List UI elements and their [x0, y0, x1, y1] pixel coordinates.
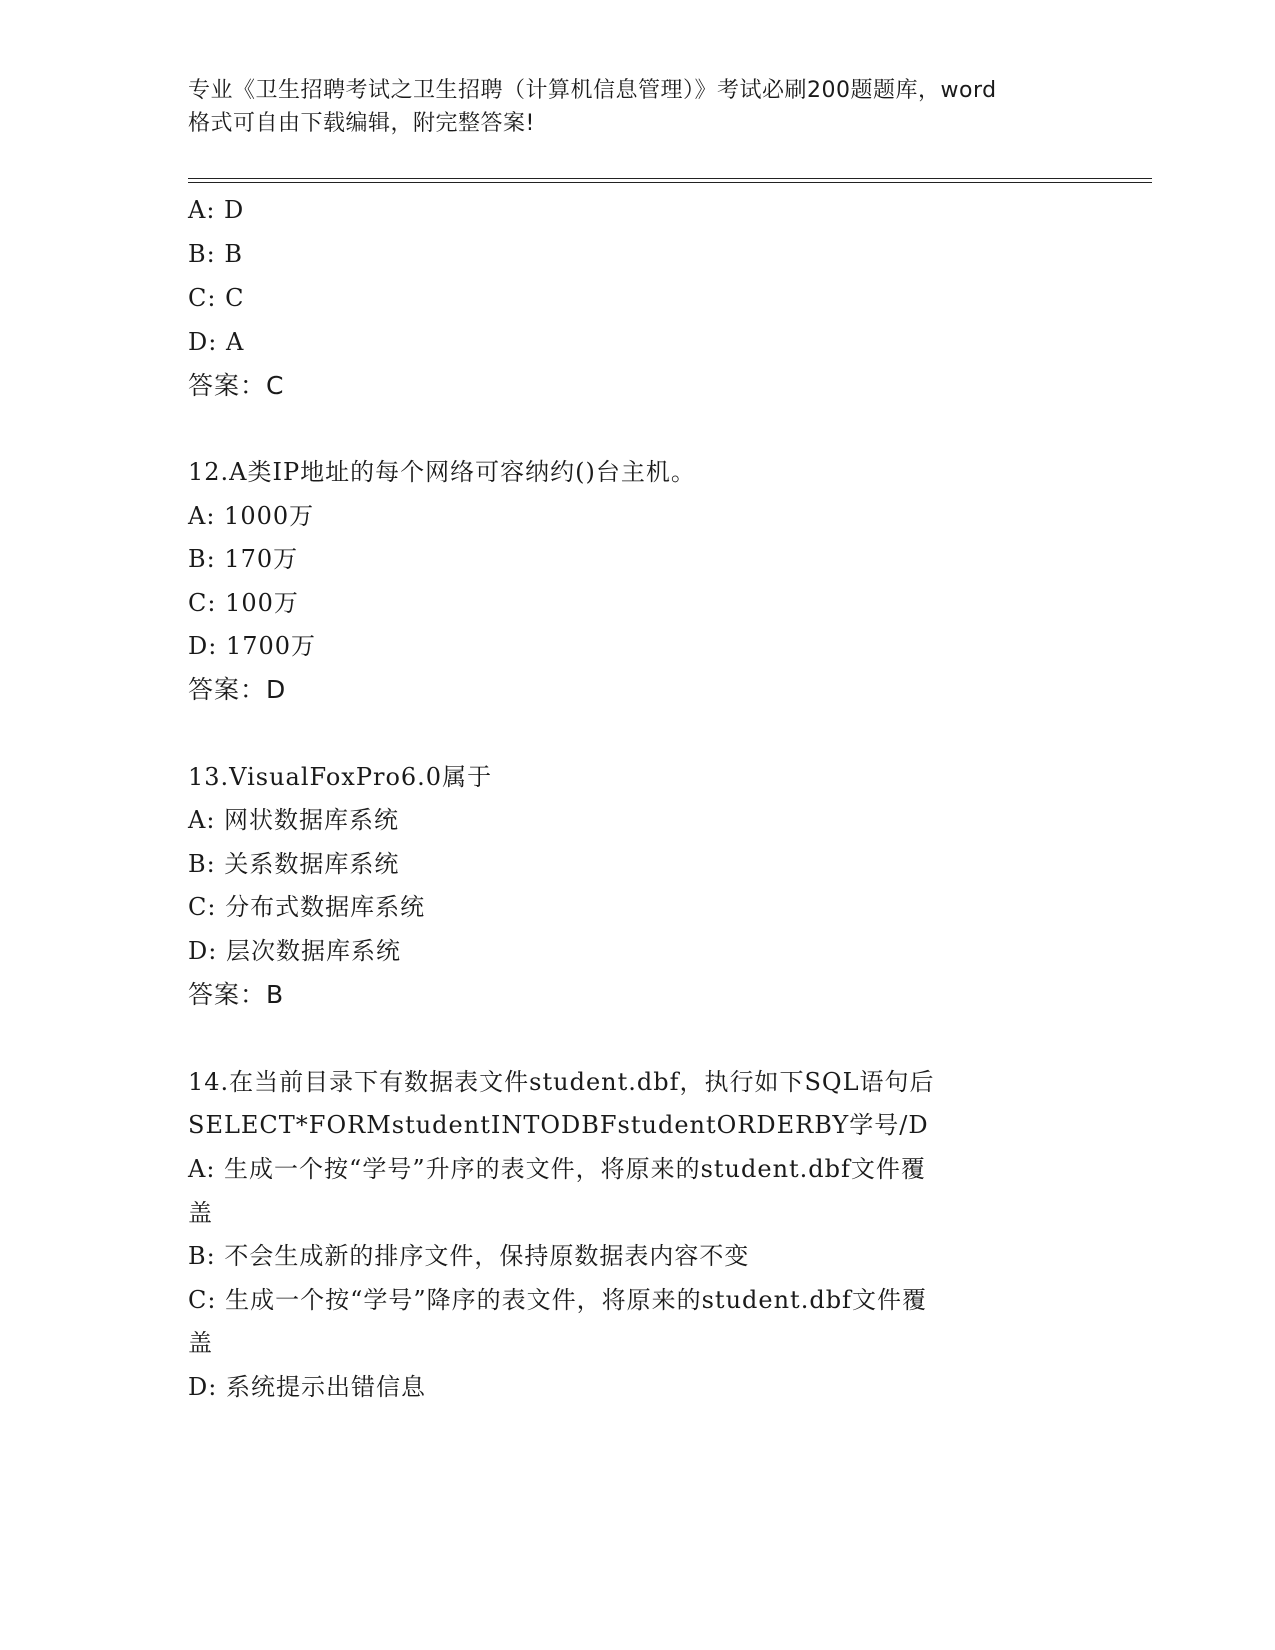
q13-option-d: D: 层次数据库系统: [188, 937, 401, 965]
q12-option-b: B: 170万: [188, 545, 299, 573]
q14-option-c-line-2: 盖: [188, 1329, 213, 1357]
q11-option-a: A: D: [188, 196, 245, 224]
q14-question-line-2: SELECT*FORMstudentINTODBFstudentORDERBY学号/D: [188, 1111, 929, 1139]
q14-option-d: D: 系统提示出错信息: [188, 1373, 426, 1401]
q12-option-d: D: 1700万: [188, 632, 317, 660]
q13-option-c: C: 分布式数据库系统: [188, 893, 426, 921]
q14-option-b: B: 不会生成新的排序文件，保持原数据表内容不变: [188, 1242, 750, 1270]
header-line-2: 格式可自由下载编辑，附完整答案!: [188, 111, 535, 136]
q13-option-a: A: 网状数据库系统: [188, 806, 400, 834]
document-header: [188, 74, 1088, 140]
q11-option-d: D: A: [188, 328, 245, 356]
q11-answer: 答案：C: [188, 371, 285, 400]
q12-question: 12.A类IP地址的每个网络可容纳约()台主机。: [188, 458, 696, 486]
header-divider-top: [188, 178, 1152, 179]
q14-option-c-line-1: C: 生成一个按“学号”降序的表文件，将原来的student.dbf文件覆: [188, 1286, 927, 1314]
q13-answer: 答案：B: [188, 980, 285, 1009]
q13-option-b: B: 关系数据库系统: [188, 850, 400, 878]
q14-option-a-line-2: 盖: [188, 1199, 213, 1227]
header-line-1: 专业《卫生招聘考试之卫生招聘（计算机信息管理）》考试必刷200题题库，word: [188, 78, 997, 103]
q12-option-a: A: 1000万: [188, 502, 315, 530]
q14-question-line-1: 14.在当前目录下有数据表文件student.dbf，执行如下SQL语句后: [188, 1068, 935, 1096]
q13-question: 13.VisualFoxPro6.0属于: [188, 763, 493, 791]
header-divider-bottom: [188, 182, 1152, 183]
q11-option-c: C: C: [188, 284, 245, 312]
q12-option-c: C: 100万: [188, 589, 299, 617]
q12-answer: 答案：D: [188, 675, 287, 704]
q11-option-b: B: B: [188, 240, 243, 268]
q14-option-a-line-1: A: 生成一个按“学号”升序的表文件，将原来的student.dbf文件覆: [188, 1155, 926, 1183]
